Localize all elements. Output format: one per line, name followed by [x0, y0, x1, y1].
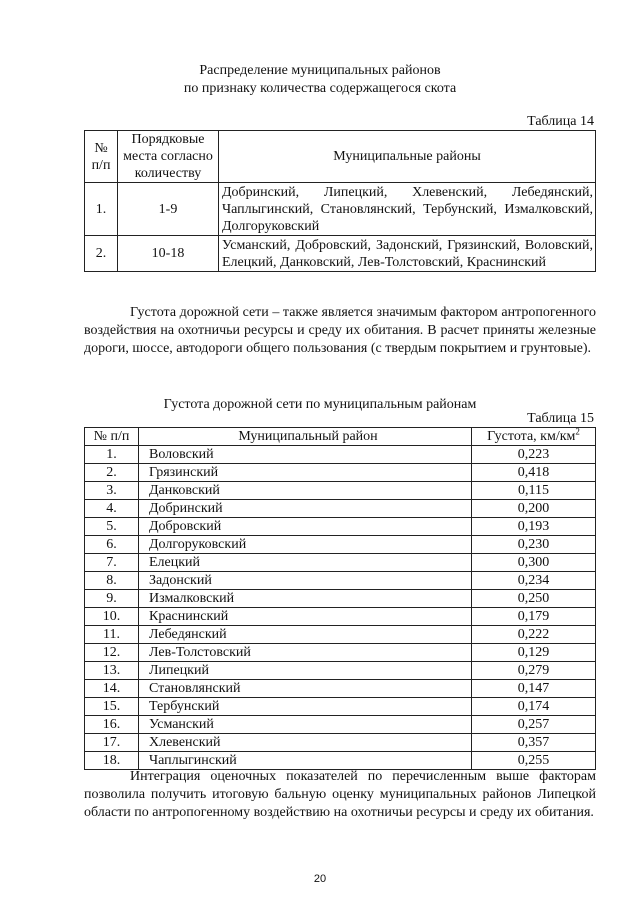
table15-cell-district: Лев-Толстовский — [139, 644, 472, 662]
table-row — [85, 752, 596, 770]
table-15 — [84, 427, 596, 770]
table15-cell-density: 0,147 — [472, 680, 596, 698]
table15-cell-num: 11. — [85, 626, 139, 644]
table-row — [85, 734, 596, 752]
table14-header-districts: Муниципальные районы — [219, 131, 596, 183]
table15-cell-district: Измалковский — [139, 590, 472, 608]
table14-row1-districts: Добринский, Липецкий, Хлевенский, Лебедянский, Чаплыгинский, Становлянский, Тербунский, Измалковский, Долгоруковский — [219, 183, 596, 236]
table15-cell-num: 3. — [85, 482, 139, 500]
table15-cell-density: 0,222 — [472, 626, 596, 644]
table15-cell-num: 18. — [85, 752, 139, 770]
paragraph-integration-text: Интеграция оценочных показателей по перечисленным выше факторам позволила получить итоговую бальную оценку муниципальных районов Липецкой области по антропогенному воздействию на охотничьи ресурсы и среду их обитания. — [84, 769, 596, 820]
table14-row2-range: 10-18 — [118, 236, 219, 272]
table15-body — [85, 446, 596, 770]
table15-cell-district: Добринский — [139, 500, 472, 518]
table15-cell-district: Хлевенский — [139, 734, 472, 752]
table15-cell-num: 9. — [85, 590, 139, 608]
table-row — [85, 446, 596, 464]
table-row — [85, 572, 596, 590]
table15-cell-num: 12. — [85, 644, 139, 662]
table15-cell-district: Липецкий — [139, 662, 472, 680]
table15-cell-district: Тербунский — [139, 698, 472, 716]
table15-header-density-text: Густота, км/км — [487, 429, 576, 444]
table15-cell-density: 0,418 — [472, 464, 596, 482]
table15-cell-district: Чаплыгинский — [139, 752, 472, 770]
table-row — [85, 518, 596, 536]
table-row — [85, 644, 596, 662]
table15-cell-density: 0,230 — [472, 536, 596, 554]
table-row — [85, 464, 596, 482]
table-row — [85, 680, 596, 698]
table14-title-line2: по признаку количества содержащегося скота — [183, 81, 457, 96]
table14-header-rank: Порядковые места согласно количеству — [118, 131, 219, 183]
table15-cell-district: Воловский — [139, 446, 472, 464]
table15-cell-district: Добровский — [139, 518, 472, 536]
table-row — [85, 183, 596, 236]
table14-title-line1: Распределение муниципальных районов — [199, 63, 441, 78]
table-14 — [84, 130, 596, 272]
table15-cell-num: 7. — [85, 554, 139, 572]
table15-cell-density: 0,200 — [472, 500, 596, 518]
table15-cell-district: Лебедянский — [139, 626, 472, 644]
table15-cell-density: 0,257 — [472, 716, 596, 734]
table15-cell-density: 0,234 — [472, 572, 596, 590]
table15-cell-num: 5. — [85, 518, 139, 536]
table15-cell-num: 15. — [85, 698, 139, 716]
table15-cell-num: 2. — [85, 464, 139, 482]
table14-header-num: № п/п — [85, 131, 118, 183]
paragraph-integration — [84, 768, 596, 822]
table15-cell-num: 1. — [85, 446, 139, 464]
table15-cell-density: 0,193 — [472, 518, 596, 536]
table15-cell-density: 0,357 — [472, 734, 596, 752]
table-row — [85, 554, 596, 572]
table-row — [85, 626, 596, 644]
table15-header-district: Муниципальный район — [139, 428, 472, 446]
table15-cell-district: Елецкий — [139, 554, 472, 572]
table15-cell-district: Усманский — [139, 716, 472, 734]
table15-cell-density: 0,250 — [472, 590, 596, 608]
page-number: 20 — [313, 873, 327, 885]
table14-row1-range: 1-9 — [118, 183, 219, 236]
table15-cell-density: 0,255 — [472, 752, 596, 770]
table-row — [85, 536, 596, 554]
table-row — [85, 590, 596, 608]
table14-row2-num: 2. — [85, 236, 118, 272]
table14-title — [0, 62, 640, 98]
table15-header-density-sup: 2 — [575, 426, 580, 437]
table15-cell-density: 0,300 — [472, 554, 596, 572]
table15-cell-district: Становлянский — [139, 680, 472, 698]
table-row — [85, 236, 596, 272]
table15-cell-district: Краснинский — [139, 608, 472, 626]
paragraph-road-density — [84, 304, 596, 358]
table15-cell-num: 4. — [85, 500, 139, 518]
table-row — [85, 500, 596, 518]
table15-cell-num: 16. — [85, 716, 139, 734]
table15-cell-district: Задонский — [139, 572, 472, 590]
table15-cell-num: 14. — [85, 680, 139, 698]
table15-header-row — [85, 428, 596, 446]
table15-cell-num: 13. — [85, 662, 139, 680]
table-row — [85, 482, 596, 500]
table15-title: Густота дорожной сети по муниципальным районам — [163, 397, 477, 412]
table15-cell-density: 0,174 — [472, 698, 596, 716]
table15-cell-density: 0,179 — [472, 608, 596, 626]
table-row — [85, 716, 596, 734]
table15-cell-num: 10. — [85, 608, 139, 626]
table15-header-num: № п/п — [85, 428, 139, 446]
table15-cell-district: Данковский — [139, 482, 472, 500]
table15-header-density — [472, 428, 596, 446]
table-row — [85, 608, 596, 626]
table15-cell-num: 8. — [85, 572, 139, 590]
paragraph-road-density-text: Густота дорожной сети – также является значимым фактором антропогенного воздействия на охотничьи ресурсы и среду их обитания. В расчет приняты железные дороги, шоссе, автодороги общего пользования (с твердым покрытием и грунтовые). — [84, 305, 596, 356]
table15-cell-num: 6. — [85, 536, 139, 554]
table-row — [85, 698, 596, 716]
table14-header-row — [85, 131, 596, 183]
table15-cell-district: Долгоруковский — [139, 536, 472, 554]
table14-label: Таблица 14 — [527, 114, 594, 129]
table14-row2-districts: Усманский, Добровский, Задонский, Грязинский, Воловский, Елецкий, Данковский, Лев-Толстовский, Краснинский — [219, 236, 596, 272]
table14-row1-num: 1. — [85, 183, 118, 236]
table15-cell-density: 0,115 — [472, 482, 596, 500]
table15-cell-density: 0,129 — [472, 644, 596, 662]
table15-cell-num: 17. — [85, 734, 139, 752]
table-row — [85, 662, 596, 680]
table15-cell-density: 0,279 — [472, 662, 596, 680]
table15-cell-density: 0,223 — [472, 446, 596, 464]
table15-label: Таблица 15 — [527, 411, 594, 426]
table15-cell-district: Грязинский — [139, 464, 472, 482]
